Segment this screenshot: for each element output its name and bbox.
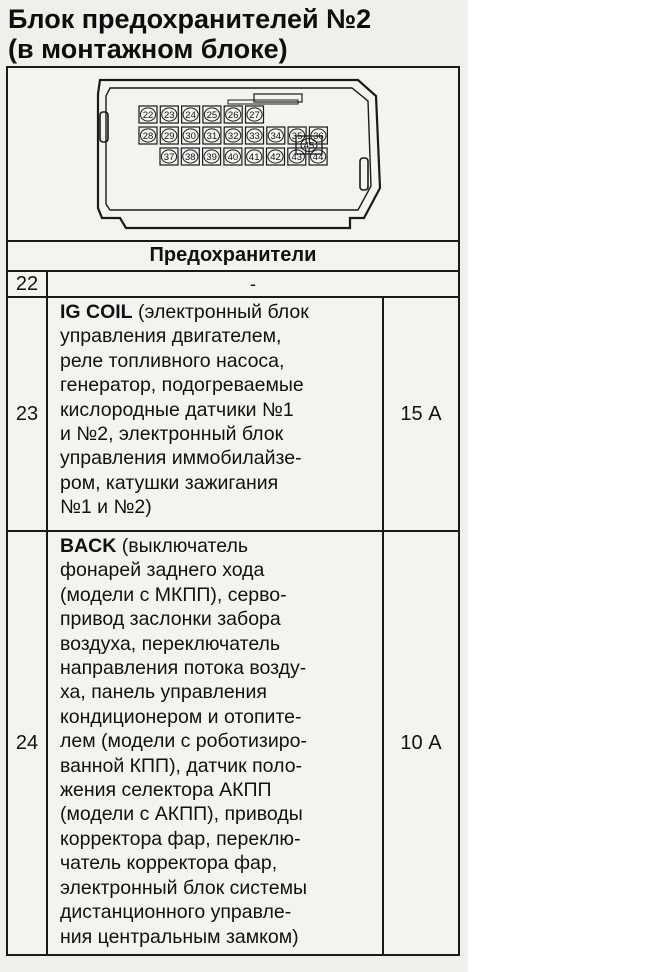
description-line: кондиционером и отопите- <box>60 705 302 728</box>
description-line: фонарей заднего хода <box>60 559 265 582</box>
description-line: жения селектора АКПП <box>60 779 272 802</box>
description-line: кислородные датчики №1 <box>60 398 294 421</box>
fuse-slot-label: 39 <box>206 151 217 163</box>
fuse-slot-label: 34 <box>270 130 282 142</box>
fuse-slot-label: 23 <box>164 109 175 121</box>
housing-outline <box>98 80 380 228</box>
description-line: (модели с МКПП), серво- <box>60 583 287 606</box>
description-line: электронный блок системы <box>60 876 308 899</box>
fuse-slot-label: 24 <box>185 109 196 121</box>
description-line: ванной КПП), датчик поло- <box>60 754 303 777</box>
description-line: чатель корректора фар, <box>60 852 278 875</box>
fuse-slot-label: 40 <box>227 151 239 163</box>
fuse-slot-label: 22 <box>142 109 154 121</box>
fuse-slot-label: 44 <box>312 151 324 163</box>
title-line-2: (в монтажном блоке) <box>8 34 288 64</box>
fuse-row-23 <box>8 298 458 532</box>
description-line: (электронный блок <box>132 301 309 323</box>
description-line: воздуха, переключатель <box>60 632 281 655</box>
fuse-slot-label: 45 <box>303 140 315 152</box>
description-line: лем (модели с роботизиро- <box>60 730 307 753</box>
fuse-grid <box>139 106 327 165</box>
description-line: управления двигателем, <box>60 325 282 348</box>
top-slot <box>254 94 302 102</box>
description-line: ния центральным замком) <box>60 925 299 948</box>
fuse-rating: 10 А <box>400 731 442 754</box>
fuse-slot-label: 27 <box>249 109 260 121</box>
fuse-description <box>48 298 384 530</box>
page-title <box>8 4 458 64</box>
fuse-row-24 <box>8 532 458 954</box>
description-line: генератор, подогреваемые <box>60 374 304 397</box>
fuse-number: 23 <box>8 298 48 530</box>
description-line: направления потока возду- <box>60 657 307 680</box>
left-latch <box>100 112 108 142</box>
fuse-row-22 <box>8 272 458 298</box>
fuse-slot-label: 28 <box>142 130 154 142</box>
fuse-table <box>6 66 460 956</box>
description-line: управления иммобилайзе- <box>60 447 302 470</box>
fuse-slot-label: 35 <box>291 130 303 142</box>
right-latch <box>360 158 368 190</box>
fuse-block-diagram <box>8 68 458 242</box>
fuse-name: IG COIL <box>60 301 133 323</box>
fuse-number: 24 <box>8 532 48 954</box>
fuse-block-drawing <box>8 68 458 240</box>
fuse-slot-label: 42 <box>270 151 281 163</box>
description-line: корректора фар, переклю- <box>60 827 301 850</box>
fuse-slot-label: 30 <box>185 130 196 142</box>
description-line: (выключатель <box>116 535 248 557</box>
fuse-slot-label: 37 <box>163 151 175 163</box>
fuse-slot-label: 25 <box>206 109 218 121</box>
title-line-1: Блок предохранителей №2 <box>8 4 372 34</box>
fuse-description: - <box>250 274 256 294</box>
description-line: (модели с АКПП), приводы <box>60 803 303 826</box>
fuse-description <box>48 532 384 954</box>
description-line: №1 и №2) <box>60 496 152 519</box>
fuse-slot-label: 31 <box>206 130 218 142</box>
fuse-name: BACK <box>60 535 117 557</box>
description-line: ха, панель управления <box>60 681 267 704</box>
fuse-slot-label: 26 <box>227 109 239 121</box>
fuse-slot-label: 43 <box>291 151 303 163</box>
fuse-slot-label: 29 <box>164 130 175 142</box>
description-line: дистанционного управле- <box>60 901 292 924</box>
description-line: и №2, электронный блок <box>60 423 284 446</box>
fuse-slot-label: 38 <box>185 151 196 163</box>
description-line: привод заслонки забора <box>60 608 281 631</box>
fuse-slot-label: 33 <box>249 130 260 142</box>
description-line: реле топливного насоса, <box>60 349 285 372</box>
fuse-rating: 15 А <box>400 402 442 425</box>
section-header: Предохранители <box>8 240 458 272</box>
fuse-slot-label: 36 <box>313 130 324 142</box>
description-line: ром, катушки зажигания <box>60 471 279 494</box>
fuse-number: 22 <box>8 272 48 296</box>
fuse-slot-label: 41 <box>248 151 260 163</box>
fuse-slot-label: 32 <box>227 130 239 142</box>
